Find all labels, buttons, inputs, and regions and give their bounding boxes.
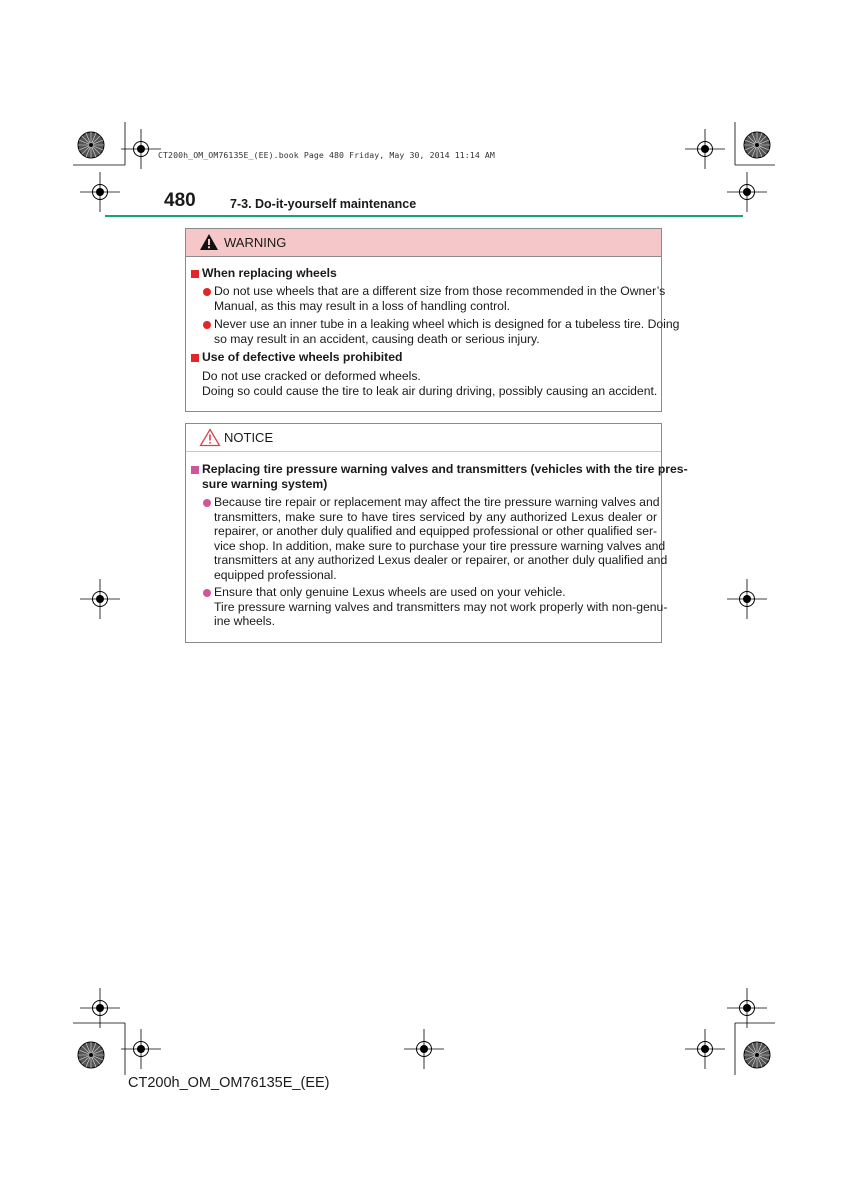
bullet-dot-icon	[203, 288, 211, 296]
section-heading: Use of defective wheels prohibited	[202, 350, 403, 364]
notice-box	[185, 423, 688, 643]
bullet-line: Manual, as this may result in a loss of handling control.	[214, 299, 511, 313]
bullet-dot-icon	[203, 589, 211, 597]
bullet-line: Never use an inner tube in a leaking wheel which is designed for a tubeless tire. Doing	[214, 317, 680, 331]
section-square-icon	[191, 270, 199, 278]
bullet-line: vice shop. In addition, make sure to purchase your tire pressure warning valves and	[214, 539, 666, 553]
page-number: 480	[164, 190, 196, 211]
notice-header	[186, 424, 661, 452]
print-header: CT200h_OM_OM76135E_(EE).book Page 480 Friday, May 30, 2014 11:14 AM	[158, 150, 495, 160]
bullet-line: Do not use wheels that are a different size from those recommended in the Owner’s	[214, 284, 666, 298]
body-line: Doing so could cause the tire to leak air during driving, possibly causing an accident.	[202, 384, 658, 398]
warning-header	[186, 229, 661, 257]
bullet-line: repairer, or another duly qualified and equipped professional or other qualified ser-	[214, 524, 658, 538]
section-square-icon	[191, 466, 199, 474]
section-heading: Replacing tire pressure warning valves and transmitters (vehicles with the tire pres-	[202, 462, 688, 476]
footer-document-code: CT200h_OM_OM76135E_(EE)	[128, 1075, 330, 1091]
bullet-line: transmitters at any authorized Lexus dealer or repairer, or another duly qualified and	[214, 553, 668, 567]
section-title: 7-3. Do-it-yourself maintenance	[230, 197, 417, 211]
warning-triangle-icon	[199, 233, 219, 251]
bullet-line: Ensure that only genuine Lexus wheels are used on your vehicle.	[214, 585, 566, 599]
caution-triangle-icon	[199, 428, 221, 447]
warning-box	[185, 228, 680, 412]
section-heading: sure warning system)	[202, 477, 328, 491]
bullet-line: transmitters, make sure to have tires serviced by any authorized Lexus dealer or	[214, 510, 657, 524]
bullet-dot-icon	[203, 499, 211, 507]
bullet-line: equipped professional.	[214, 568, 337, 582]
section-heading: When replacing wheels	[202, 266, 337, 280]
warning-title: WARNING	[224, 235, 287, 250]
bullet-line: ine wheels.	[214, 614, 275, 628]
bullet-line: so may result in an accident, causing death or serious injury.	[214, 332, 540, 346]
notice-title: NOTICE	[224, 430, 274, 445]
header-rule	[105, 215, 743, 217]
bullet-line: Tire pressure warning valves and transmitters may not work properly with non-genu-	[214, 600, 668, 614]
bullet-line: Because tire repair or replacement may affect the tire pressure warning valves and	[214, 495, 660, 509]
bullet-dot-icon	[203, 321, 211, 329]
section-square-icon	[191, 354, 199, 362]
body-line: Do not use cracked or deformed wheels.	[202, 369, 421, 383]
